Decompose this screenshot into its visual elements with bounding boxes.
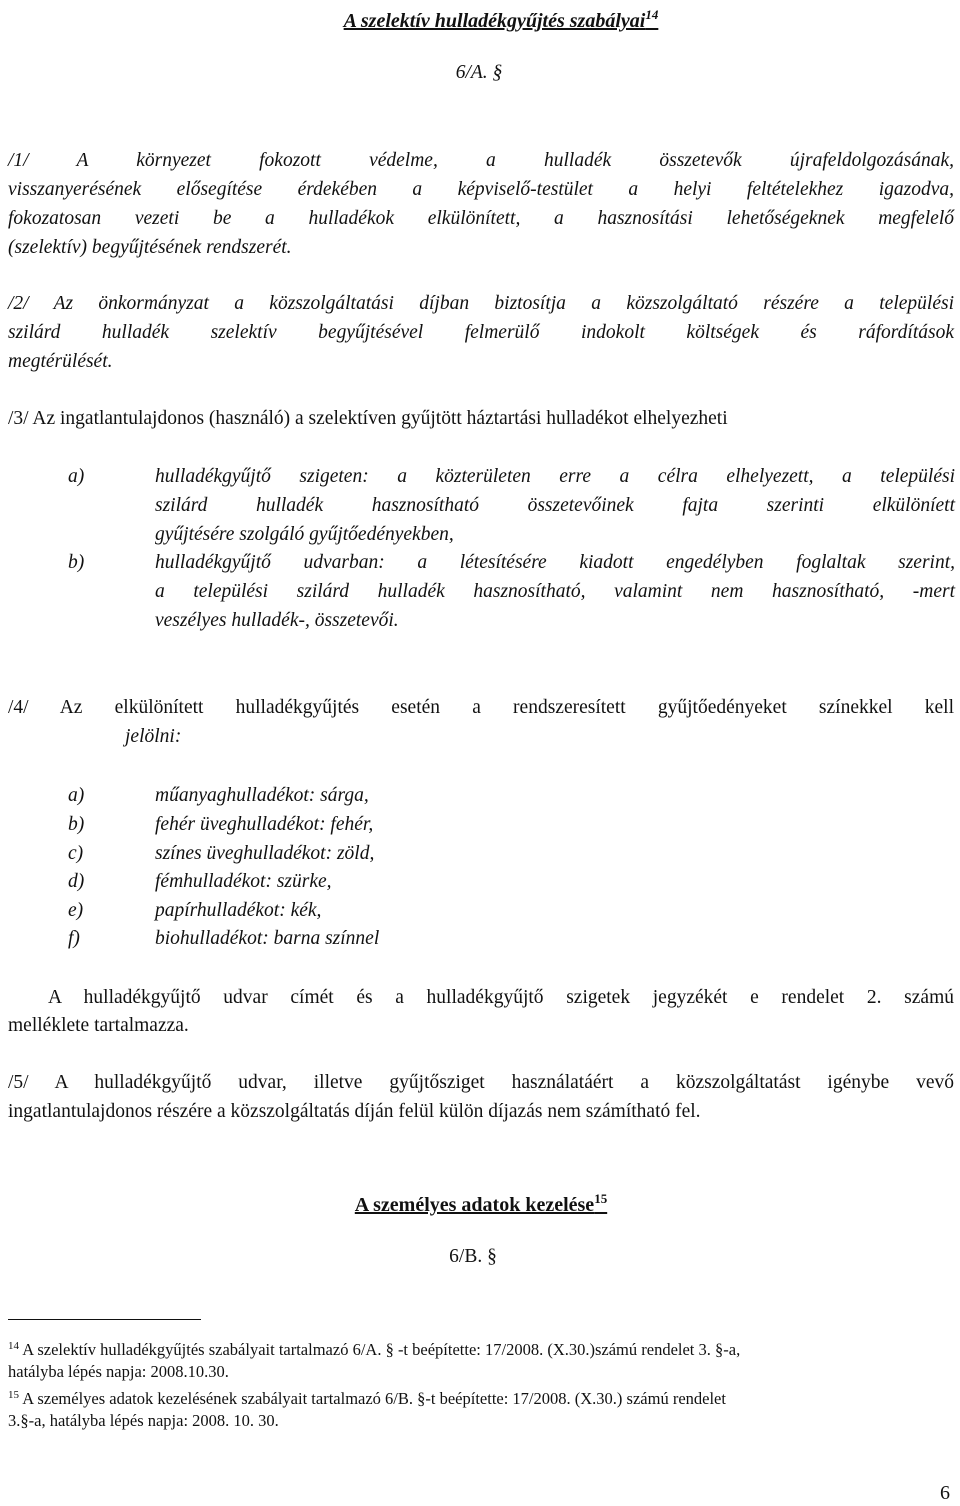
section-2-title-row [0,1183,960,1222]
list-item-label: c) [68,843,84,864]
paragraph-line: /1/ A környezet fokozott védelme, a hulladék összetevők újrafeldolgozásának, [8,150,954,171]
paragraph-1 [8,146,954,262]
title-footnote-ref: 15 [594,1191,608,1206]
footnote-number: 15 [8,1389,19,1401]
list-item-label: a) [68,466,85,487]
list-item [0,924,960,953]
list-item-text: színes üveghulladékot: zöld, [155,843,375,864]
list-item-label: b) [68,552,85,573]
list-item [0,896,960,925]
paragraph-line: szilárd hulladék szelektív begyűjtésével felmerülő indokolt költségek és ráfordítások [8,322,954,343]
footnote-line: A szelektív hulladékgyűjtés szabályait tartalmazó 6/A. § -t beépítette: 17/2008. (X.30.)számú rendelet 3. §-a, [22,1340,741,1359]
list-item-label: d) [68,871,85,892]
footnote-line: hatályba lépés napja: 2008.10.30. [8,1362,229,1381]
paragraph-4-intro: jelölni: [125,726,182,747]
list-item-text: műanyaghulladékot: sárga, [155,785,369,806]
title-footnote-ref: 14 [645,7,659,22]
list-item-label: f) [68,928,80,949]
section-number: 6/A. § [455,62,503,83]
list-item-text: fehér üveghulladékot: fehér, [155,814,374,835]
footnote-15 [8,1384,954,1432]
page-number: 6 [940,1482,950,1504]
paragraph-line: fokozatosan vezeti be a hulladékok elkülönített, a hasznosítási lehetőségeknek megfelelő [8,208,954,229]
footnote-14 [8,1335,954,1383]
list-item-label: b) [68,814,85,835]
section-title-row [0,0,960,37]
list-item-line: a települési szilárd hulladék hasznosítható, valamint nem hasznosítható, -mert [155,581,955,602]
paragraph-line: megtérülését. [8,351,113,372]
list-item-line: szilárd hulladék hasznosítható összetevőinek fajta szerinti elkülöníett [155,495,955,516]
list-item-text: fémhulladékot: szürke, [155,871,332,892]
paragraph-line: (szelektív) begyűjtésének rendszerét. [8,237,292,258]
section-title: A szelektív hulladékgyűjtés szabályai$^{14}$ [343,7,659,32]
list-item-line: veszélyes hulladék-, összetevői. [155,610,399,631]
list-item-line: hulladékgyűjtő szigeten: a közterületen erre a célra elhelyezett, a települési [155,466,955,487]
list-item [0,781,960,810]
footnote-separator [8,1319,201,1320]
footnote-line: A személyes adatok kezelésének szabályait tartalmazó 6/B. §-t beépítette: 17/2008. (X.30.) számú rendelet [22,1389,726,1408]
list-item-label: a) [68,785,85,806]
paragraph-line: /5/ A hulladékgyűjtő udvar, illetve gyűjtősziget használatáért a közszolgáltatást igénybe vevő [8,1072,954,1093]
list-item [0,462,960,549]
paragraph-4-closing: melléklete tartalmazza. [8,1015,189,1036]
list-item-text: biohulladékot: barna színnel [155,928,380,949]
paragraph-line: ingatlantulajdonos részére a közszolgáltatás díján felül külön díjazás nem számítható fel. [8,1101,701,1122]
paragraph-5 [8,1068,954,1126]
paragraph-3-intro: /3/ Az ingatlantulajdonos (használó) a szelektíven gyűjtött háztartási hulladékot elhelyezheti [8,408,728,429]
paragraph-line: /2/ Az önkormányzat a közszolgáltatási díjban biztosítja a közszolgáltató részére a települési [8,293,954,314]
list-item [0,867,960,896]
paragraph-line: visszanyerésének elősegítése érdekében a képviselő-testület a helyi feltételekhez igazodva, [8,179,954,200]
section-2-title: A személyes adatok kezelése$^{15}$ [354,1191,608,1216]
footnote-line: 3.§-a, hatályba lépés napja: 2008. 10. 30. [8,1411,279,1430]
list-item-text: papírhulladékot: kék, [155,900,322,921]
footnote-number: 14 [8,1340,19,1352]
list-item-label: e) [68,900,84,921]
paragraph-2 [8,289,954,376]
list-item-line: gyűjtésére szolgáló gyűjtőedényekben, [155,524,454,545]
paragraph-4-intro: /4/ Az elkülönített hulladékgyűjtés esetén a rendszeresített gyűjtőedényeket színekkel kell [8,697,954,718]
list-item [0,839,960,868]
section-2-number: 6/B. § [449,1246,497,1267]
list-item-line: hulladékgyűjtő udvarban: a létesítésére kiadott engedélyben foglaltak szerint, [155,552,955,573]
list-item [0,548,960,635]
list-item [0,810,960,839]
paragraph-4-closing: A hulladékgyűjtő udvar címét és a hulladékgyűjtő szigetek jegyzékét e rendelet 2. számú [48,987,954,1008]
